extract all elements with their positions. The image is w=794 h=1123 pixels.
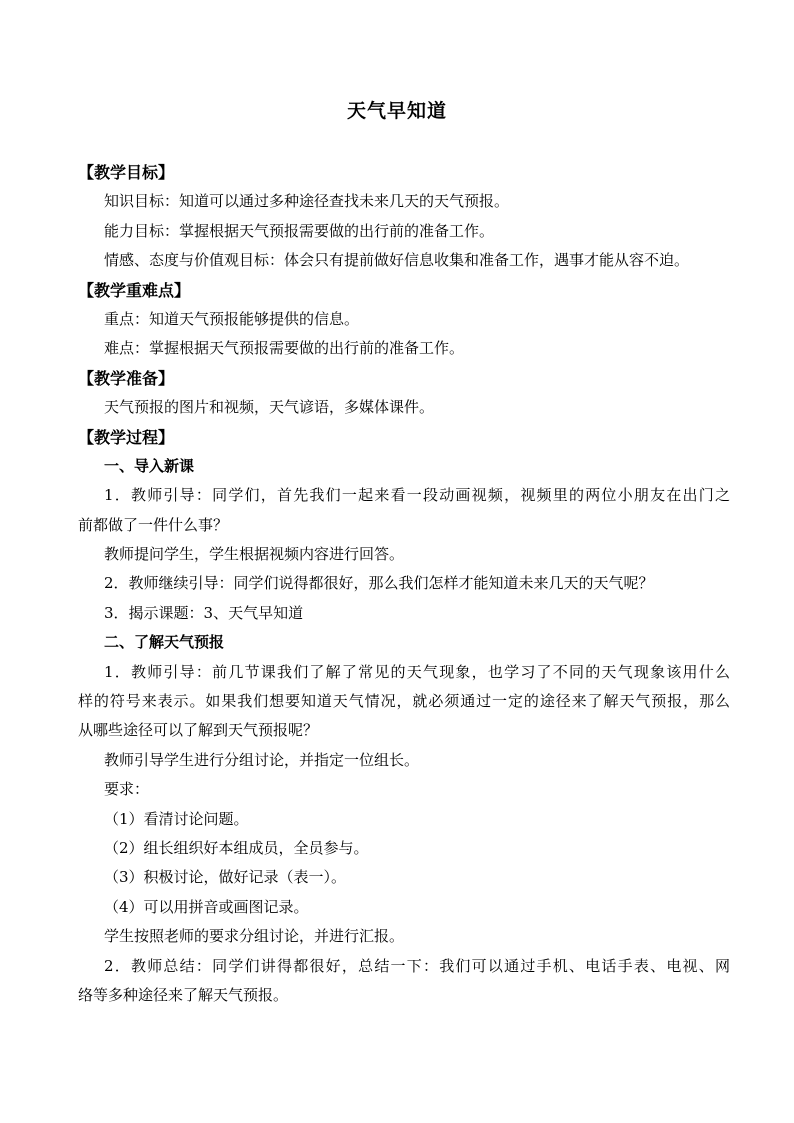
part2-item1-line3: 从哪些途径可以了解到天气预报呢？ — [78, 721, 319, 740]
part1-item1-answer: 教师提问学生，学生根据视频内容进行回答。 — [104, 545, 405, 564]
key-point: 重点：知道天气预报能够提供的信息。 — [104, 309, 360, 328]
section-heading-goals: 【教学目标】 — [78, 163, 175, 182]
part2-title: 二、了解天气预报 — [104, 633, 225, 652]
part2-requirement-2: （2）组长组织好本组成员，全员参与。 — [104, 838, 369, 857]
part2-item2-line1: 2．教师总结：同学们讲得都很好，总结一下：我们可以通过手机、电话手表、电视、网 — [104, 956, 730, 975]
part2-requirements-label: 要求： — [104, 780, 150, 799]
part2-item1-line1: 1．教师引导：前几节课我们了解了常见的天气现象，也学习了不同的天气现象该用什么 — [104, 662, 730, 681]
section-heading-process: 【教学过程】 — [78, 427, 175, 447]
part1-item3: 3．揭示课题：3、天气早知道 — [104, 603, 304, 622]
part2-requirement-3: （3）积极讨论，做好记录（表一）。 — [104, 868, 347, 887]
part2-item1-line2: 样的符号来表示。如果我们想要知道天气情况，就必须通过一定的途径来了解天气预报，那么 — [78, 692, 730, 711]
part2-requirement-1: （1）看清讨论问题。 — [104, 809, 249, 828]
difficulty-point: 难点：掌握根据天气预报需要做的出行前的准备工作。 — [104, 339, 465, 358]
part1-item1-line1: 1．教师引导：同学们，首先我们一起来看一段动画视频，视频里的两位小朋友在出门之 — [104, 486, 730, 505]
section-heading-key-points: 【教学重难点】 — [78, 280, 191, 300]
part2-requirement-4: （4）可以用拼音或画图记录。 — [104, 897, 309, 916]
document-body — [78, 158, 730, 1010]
section-heading-preparation: 【教学准备】 — [78, 368, 175, 388]
part1-item2: 2．教师继续引导：同学们说得都很好，那么我们怎样才能知道未来几天的天气呢？ — [104, 574, 654, 593]
part1-item1-line2: 前都做了一件什么事？ — [78, 515, 229, 534]
goal-ability: 能力目标：掌握根据天气预报需要做的出行前的准备工作。 — [104, 221, 495, 240]
part1-title: 一、导入新课 — [104, 456, 195, 475]
goal-knowledge: 知识目标：知道可以通过多种途径查找未来几天的天气预报。 — [104, 192, 510, 211]
part2-group: 教师引导学生进行分组讨论，并指定一位组长。 — [104, 750, 420, 769]
page-title: 天气早知道 — [346, 100, 447, 122]
part2-item2-line2: 络等多种途径来了解天气预报。 — [78, 985, 289, 1004]
goal-emotion: 情感、态度与价值观目标：体会只有提前做好信息收集和准备工作，遇事才能从容不迫。 — [104, 251, 690, 270]
part2-report: 学生按照老师的要求分组讨论，并进行汇报。 — [104, 927, 405, 946]
preparation-text: 天气预报的图片和视频，天气谚语，多媒体课件。 — [104, 398, 435, 417]
